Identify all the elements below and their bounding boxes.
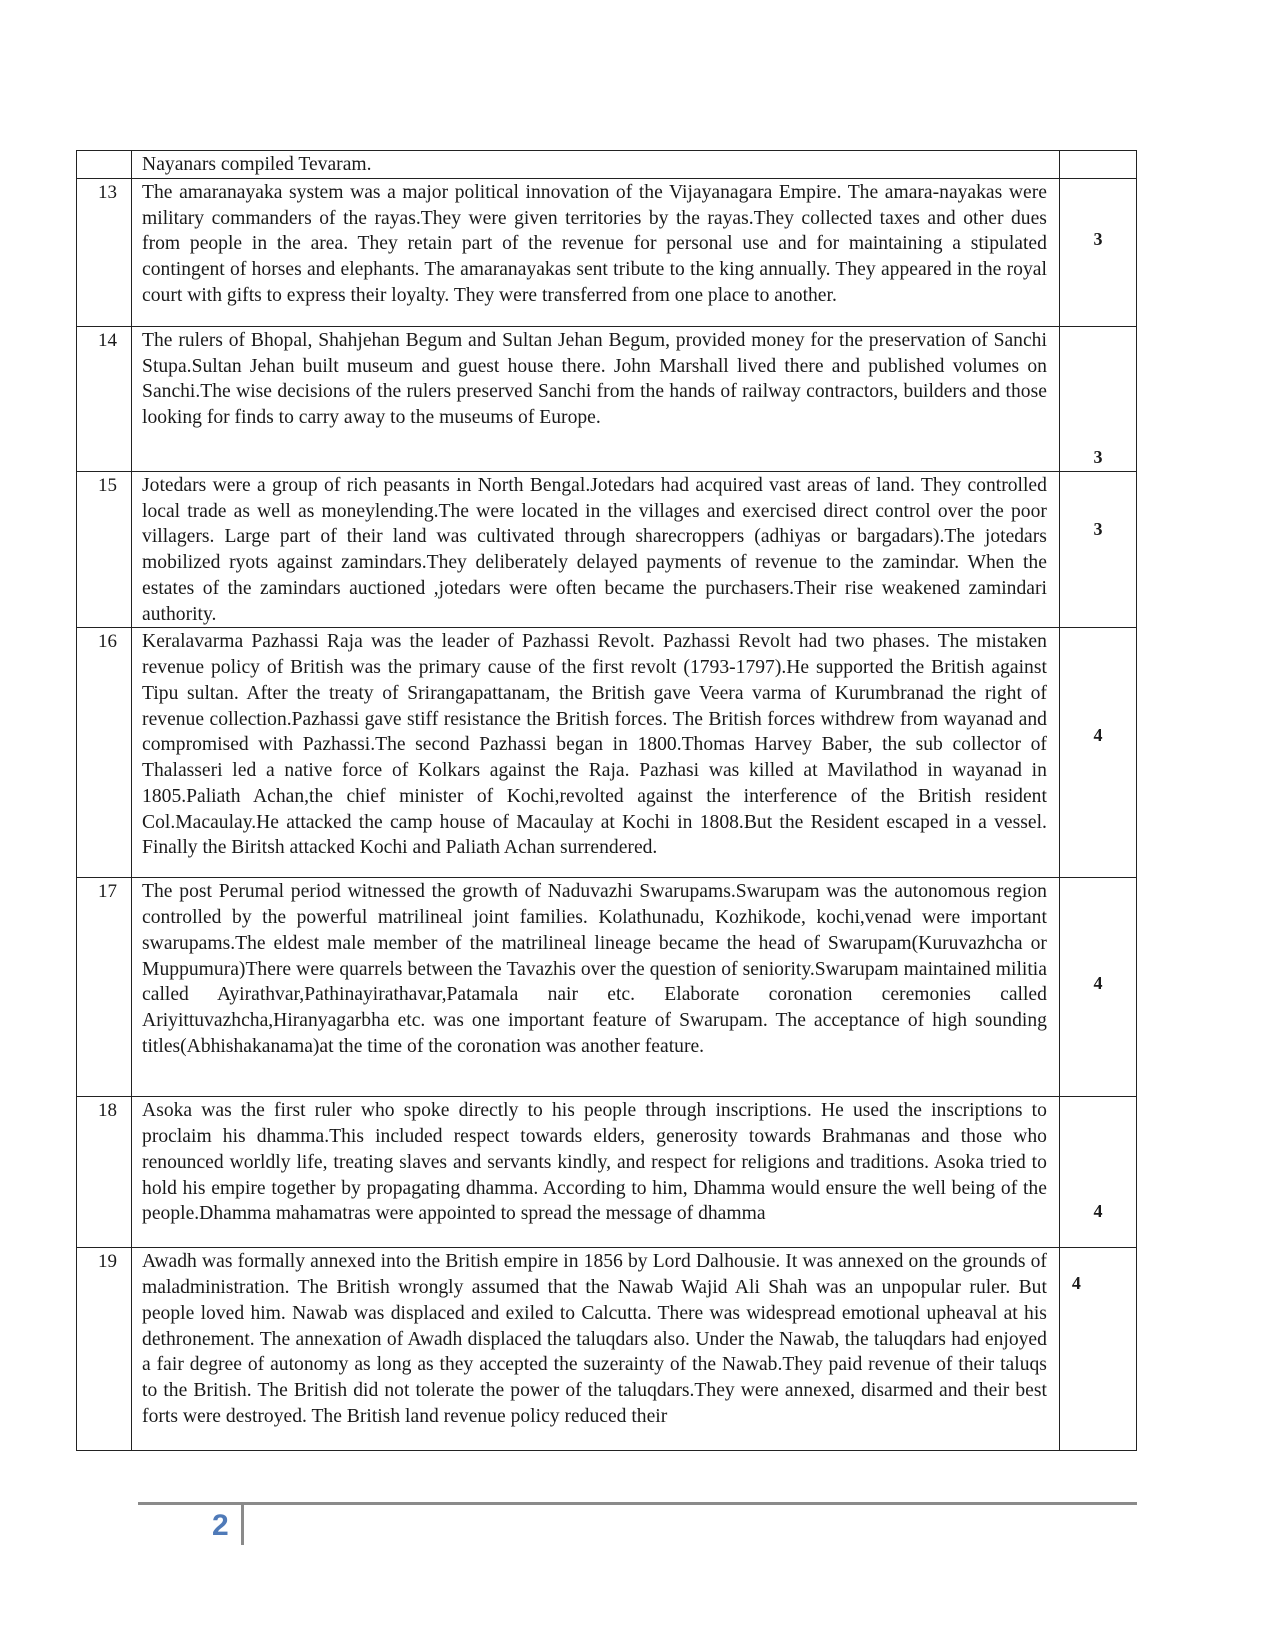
marks-value: 3 <box>1093 518 1103 539</box>
table-row <box>77 878 1137 1097</box>
table-row <box>77 471 1137 628</box>
marks-value: 4 <box>1093 1201 1103 1222</box>
marks-value: 4 <box>1071 1273 1081 1294</box>
table-row <box>77 178 1137 326</box>
answer-text: The amaranayaka system was a major political innovation of the Vijayanagara Empire. The amara-nayakas were military commanders of the rayas.They were given territories by the rayas.They collected taxes and other dues from people in the area. They retain part of the revenue for personal use and for maintaining a stipulated contingent of horses and elephants. The amaranayakas sent tribute to the king annually. They appeared in the royal court with gifts to express their loyalty. They were transferred from one place to another. <box>132 178 1060 326</box>
answer-text: Keralavarma Pazhassi Raja was the leader of Pazhassi Revolt. Pazhassi Revolt had two phases. The mistaken revenue policy of British was the primary cause of the first revolt (1793-1797).He supported the British against Tipu sultan. After the treaty of Srirangapattanam, the British gave Veera varma of Kurumbranad the right of revenue collection.Pazhassi gave stiff resistance the British forces. The British forces withdrew from wayanad and compromised with Pazhassi.The second Pazhassi began in 1800.Thomas Harvey Baber, the sub collector of Thalasseri led a native force of Kolkars against the Raja. Pazhasi was killed at Mavilathod in wayanad in 1805.Paliath Achan,the chief minister of Kochi,revolted against the interference of the British resident Col.Macaulay.He attacked the camp house of Macaulay at Kochi in 1808.But the Resident escaped in a vessel. Finally the Biritsh attacked Kochi and Paliath Achan surrendered. <box>132 628 1060 878</box>
marks-value: 4 <box>1093 725 1103 746</box>
question-number: 14 <box>77 326 132 471</box>
question-number: 19 <box>77 1248 132 1451</box>
page-number-divider <box>241 1505 244 1545</box>
answer-text: Asoka was the first ruler who spoke directly to his people through inscriptions. He used the inscriptions to proclaim his dhamma.This included respect towards elders, generosity towards Brahmanas and those who renounced worldly life, treating slaves and servants kindly, and respect for religions and traditions. Asoka tried to hold his empire together by propagating dhamma. According to him, Dhamma would ensure the well being of the people.Dhamma mahamatras were appointed to spread the message of dhamma <box>132 1097 1060 1248</box>
table-row <box>77 326 1137 471</box>
marks-cell <box>1059 878 1136 1097</box>
marks-cell <box>1059 471 1136 628</box>
marks-cell <box>1059 151 1136 179</box>
marks-value: 3 <box>1093 228 1103 249</box>
footer-rule <box>138 1502 1137 1505</box>
answer-text: The rulers of Bhopal, Shahjehan Begum and Sultan Jehan Begum, provided money for the preservation of Sanchi Stupa.Sultan Jehan built museum and guest house there. John Marshall lived there and published volumes on Sanchi.The wise decisions of the rulers preserved Sanchi from the hands of railway contractors, builders and those looking for finds to carry away to the museums of Europe. <box>132 326 1060 471</box>
table-row <box>77 1248 1137 1451</box>
marks-cell <box>1059 628 1136 878</box>
marks-cell <box>1059 1097 1136 1248</box>
answer-table <box>76 150 1137 1451</box>
question-number: 18 <box>77 1097 132 1248</box>
marks-cell <box>1059 178 1136 326</box>
question-number: 16 <box>77 628 132 878</box>
question-number: 13 <box>77 178 132 326</box>
table-row <box>77 1097 1137 1248</box>
page-number: 2 <box>212 1509 229 1542</box>
answer-text: Jotedars were a group of rich peasants in North Bengal.Jotedars had acquired vast areas of land. They controlled local trade as well as moneylending.The were located in the villages and exercised direct control over the poor villagers. Large part of their land was cultivated through sharecroppers (adhiyas or bargadars).The jotedars mobilized ryots against zamindars.They deliberately delayed payments of revenue to the zamindar. When the estates of the zamindars auctioned ,jotedars were often became the purchasers.Their rise weakened zamindari authority. <box>132 471 1060 628</box>
question-number: 15 <box>77 471 132 628</box>
answer-text: Nayanars compiled Tevaram. <box>132 151 1060 179</box>
answer-text: The post Perumal period witnessed the growth of Naduvazhi Swarupams.Swarupam was the autonomous region controlled by the powerful matrilineal joint families. Kolathunadu, Kozhikode, kochi,venad were important swarupams.The eldest male member of the matrilineal lineage became the head of Swarupam(Kuruvazhcha or Muppumura)There were quarrels between the Tavazhis over the question of seniority.Swarupam maintained militia called Ayirathvar,Pathinayirathavar,Patamala nair etc. Elaborate coronation ceremonies called Ariyittuvazhcha,Hiranyagarbha etc. was one important feature of Swarupam. The acceptance of high sounding titles(Abhishakanama)at the time of the coronation was another feature. <box>132 878 1060 1097</box>
question-number: 17 <box>77 878 132 1097</box>
marks-value: 3 <box>1093 446 1103 467</box>
marks-cell <box>1059 1248 1136 1451</box>
table-row <box>77 151 1137 179</box>
table-row <box>77 628 1137 878</box>
question-number <box>77 151 132 179</box>
answer-text: Awadh was formally annexed into the British empire in 1856 by Lord Dalhousie. It was annexed on the grounds of maladministration. The British wrongly assumed that the Nawab Wajid Ali Shah was an unpopular ruler. But people loved him. Nawab was displaced and exiled to Calcutta. There was widespread emotional upheaval at his dethronement. The annexation of Awadh displaced the taluqdars also. Under the Nawab, the taluqdars had enjoyed a fair degree of autonomy as long as they accepted the suzerainty of the Nawab.They paid revenue of their taluqs to the British. The British did not tolerate the power of the taluqdars.They were annexed, disarmed and their best forts were destroyed. The British land revenue policy reduced their <box>132 1248 1060 1451</box>
marks-cell <box>1059 326 1136 471</box>
marks-value: 4 <box>1093 973 1103 994</box>
